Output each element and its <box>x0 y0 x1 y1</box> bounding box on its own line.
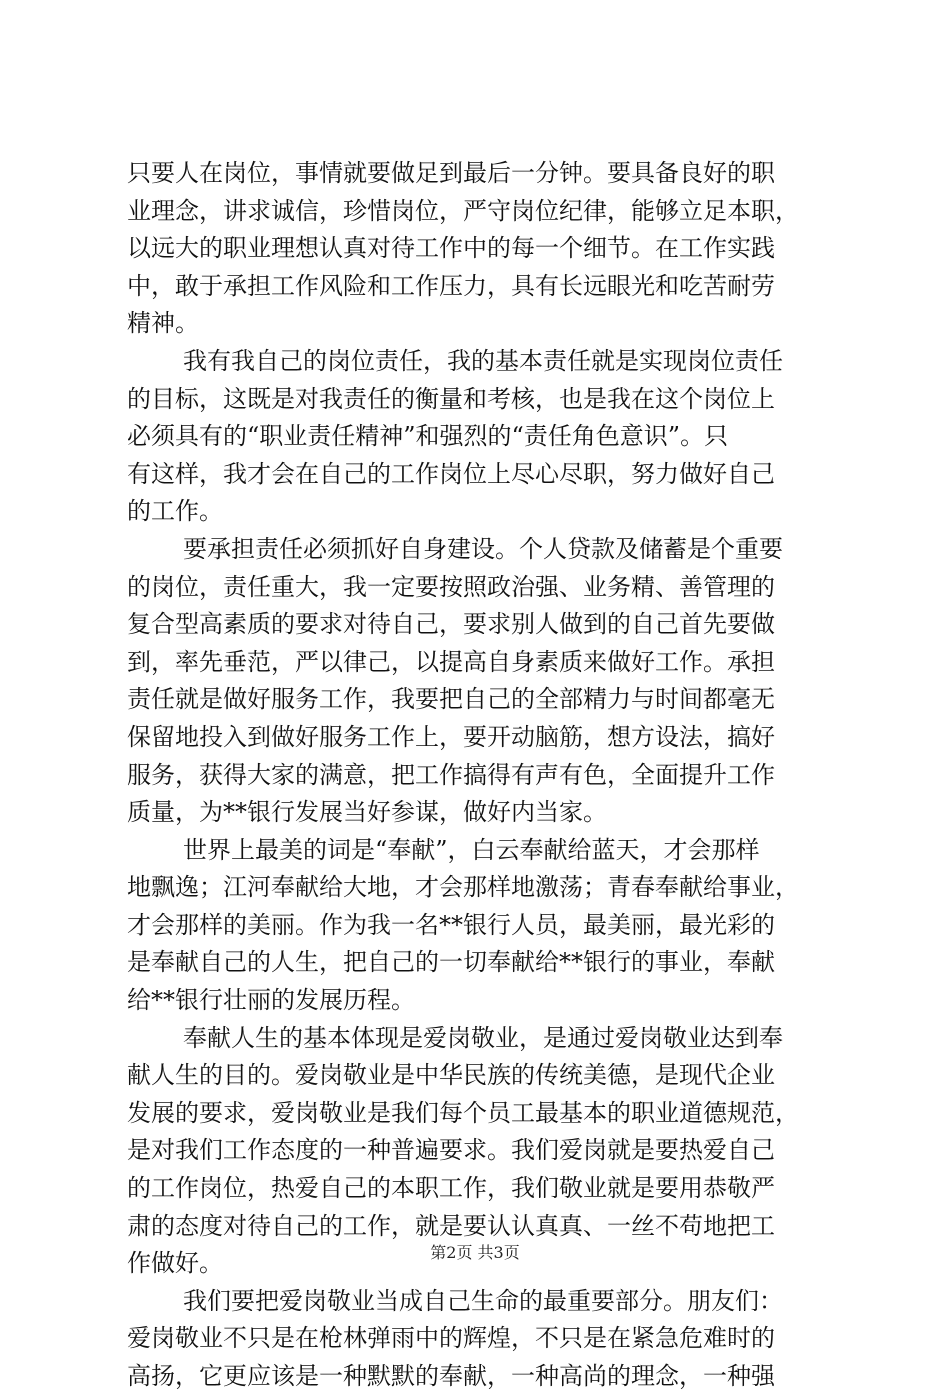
text-line: 发展的要求，爱岗敬业是我们每个员工最基本的职业道德规范， <box>127 1098 799 1127</box>
text-line: 的岗位，责任重大，我一定要按照政治强、业务精、善管理的 <box>127 572 775 601</box>
text-line: 质量，为**银行发展当好参谋，做好内当家。 <box>127 798 607 827</box>
text-line: 的工作。 <box>127 497 223 526</box>
text-line: 有这样，我才会在自己的工作岗位上尽心尽职，努力做好自己 <box>127 459 775 488</box>
text-line: 高扬，它更应该是一种默默的奉献，一种高尚的理念，一种强 <box>127 1362 775 1390</box>
text-line: 业理念，讲求诚信，珍惜岗位，严守岗位纪律，能够立足本职， <box>127 196 799 225</box>
text-line: 献人生的目的。爱岗敬业是中华民族的传统美德，是现代企业 <box>127 1061 775 1090</box>
text-line: 给**银行壮丽的发展历程。 <box>127 986 415 1015</box>
text-line: 地飘逸；江河奉献给大地，才会那样地激荡；青春奉献给事业， <box>127 873 799 902</box>
text-line: 世界上最美的词是“奉献”，白云奉献给蓝天，才会那样 <box>183 835 760 864</box>
paragraph <box>127 155 827 343</box>
text-line: 奉献人生的基本体现是爱岗敬业，是通过爱岗敬业达到奉 <box>183 1023 783 1052</box>
text-line: 要承担责任必须抓好自身建设。个人贷款及储蓄是个重要 <box>183 534 783 563</box>
text-line: 只要人在岗位，事情就要做足到最后一分钟。要具备良好的职 <box>127 159 775 187</box>
text-line: 的目标，这既是对我责任的衡量和考核，也是我在这个岗位上 <box>127 384 775 413</box>
text-line: 才会那样的美丽。作为我一名**银行人员，最美丽，最光彩的 <box>127 910 775 939</box>
text-line: 我有我自己的岗位责任，我的基本责任就是实现岗位责任 <box>183 346 783 375</box>
paragraph <box>127 531 827 832</box>
text-line: 复合型高素质的要求对待自己，要求别人做到的自己首先要做 <box>127 610 775 639</box>
text-line: 服务，获得大家的满意，把工作搞得有声有色，全面提升工作 <box>127 760 775 789</box>
text-line: 以远大的职业理想认真对待工作中的每一个细节。在工作实践 <box>127 234 775 263</box>
paragraph <box>127 1283 827 1396</box>
text-line: 作做好。 <box>127 1249 223 1278</box>
paragraph <box>127 343 827 531</box>
text-line: 必须具有的“职业责任精神”和强烈的“责任角色意识”。只 <box>127 422 729 451</box>
text-line: 到，率先垂范，严以律己，以提高自身素质来做好工作。承担 <box>127 647 775 676</box>
text-line: 保留地投入到做好服务工作上，要开动脑筋，想方设法，搞好 <box>127 722 775 751</box>
text-line: 的工作岗位，热爱自己的本职工作，我们敬业就是要用恭敬严 <box>127 1174 775 1203</box>
paragraph <box>127 832 827 1020</box>
text-line: 中，敢于承担工作风险和工作压力，具有长远眼光和吃苦耐劳 <box>127 271 775 300</box>
document-body <box>127 155 827 1396</box>
text-line: 我们要把爱岗敬业当成自己生命的最重要部分。朋友们： <box>183 1286 783 1315</box>
text-line: 爱岗敬业不只是在枪林弹雨中的辉煌，不只是在紧急危难时的 <box>127 1324 775 1353</box>
text-line: 是对我们工作态度的一种普遍要求。我们爱岗就是要热爱自己 <box>127 1136 775 1165</box>
text-line: 是奉献自己的人生，把自己的一切奉献给**银行的事业，奉献 <box>127 948 775 977</box>
text-line: 精神。 <box>127 309 199 338</box>
page-footer: 第2页 共3页 <box>430 1243 520 1262</box>
text-line: 肃的态度对待自己的工作，就是要认认真真、一丝不苟地把工 <box>127 1211 775 1240</box>
text-line: 责任就是做好服务工作，我要把自己的全部精力与时间都毫无 <box>127 685 775 714</box>
